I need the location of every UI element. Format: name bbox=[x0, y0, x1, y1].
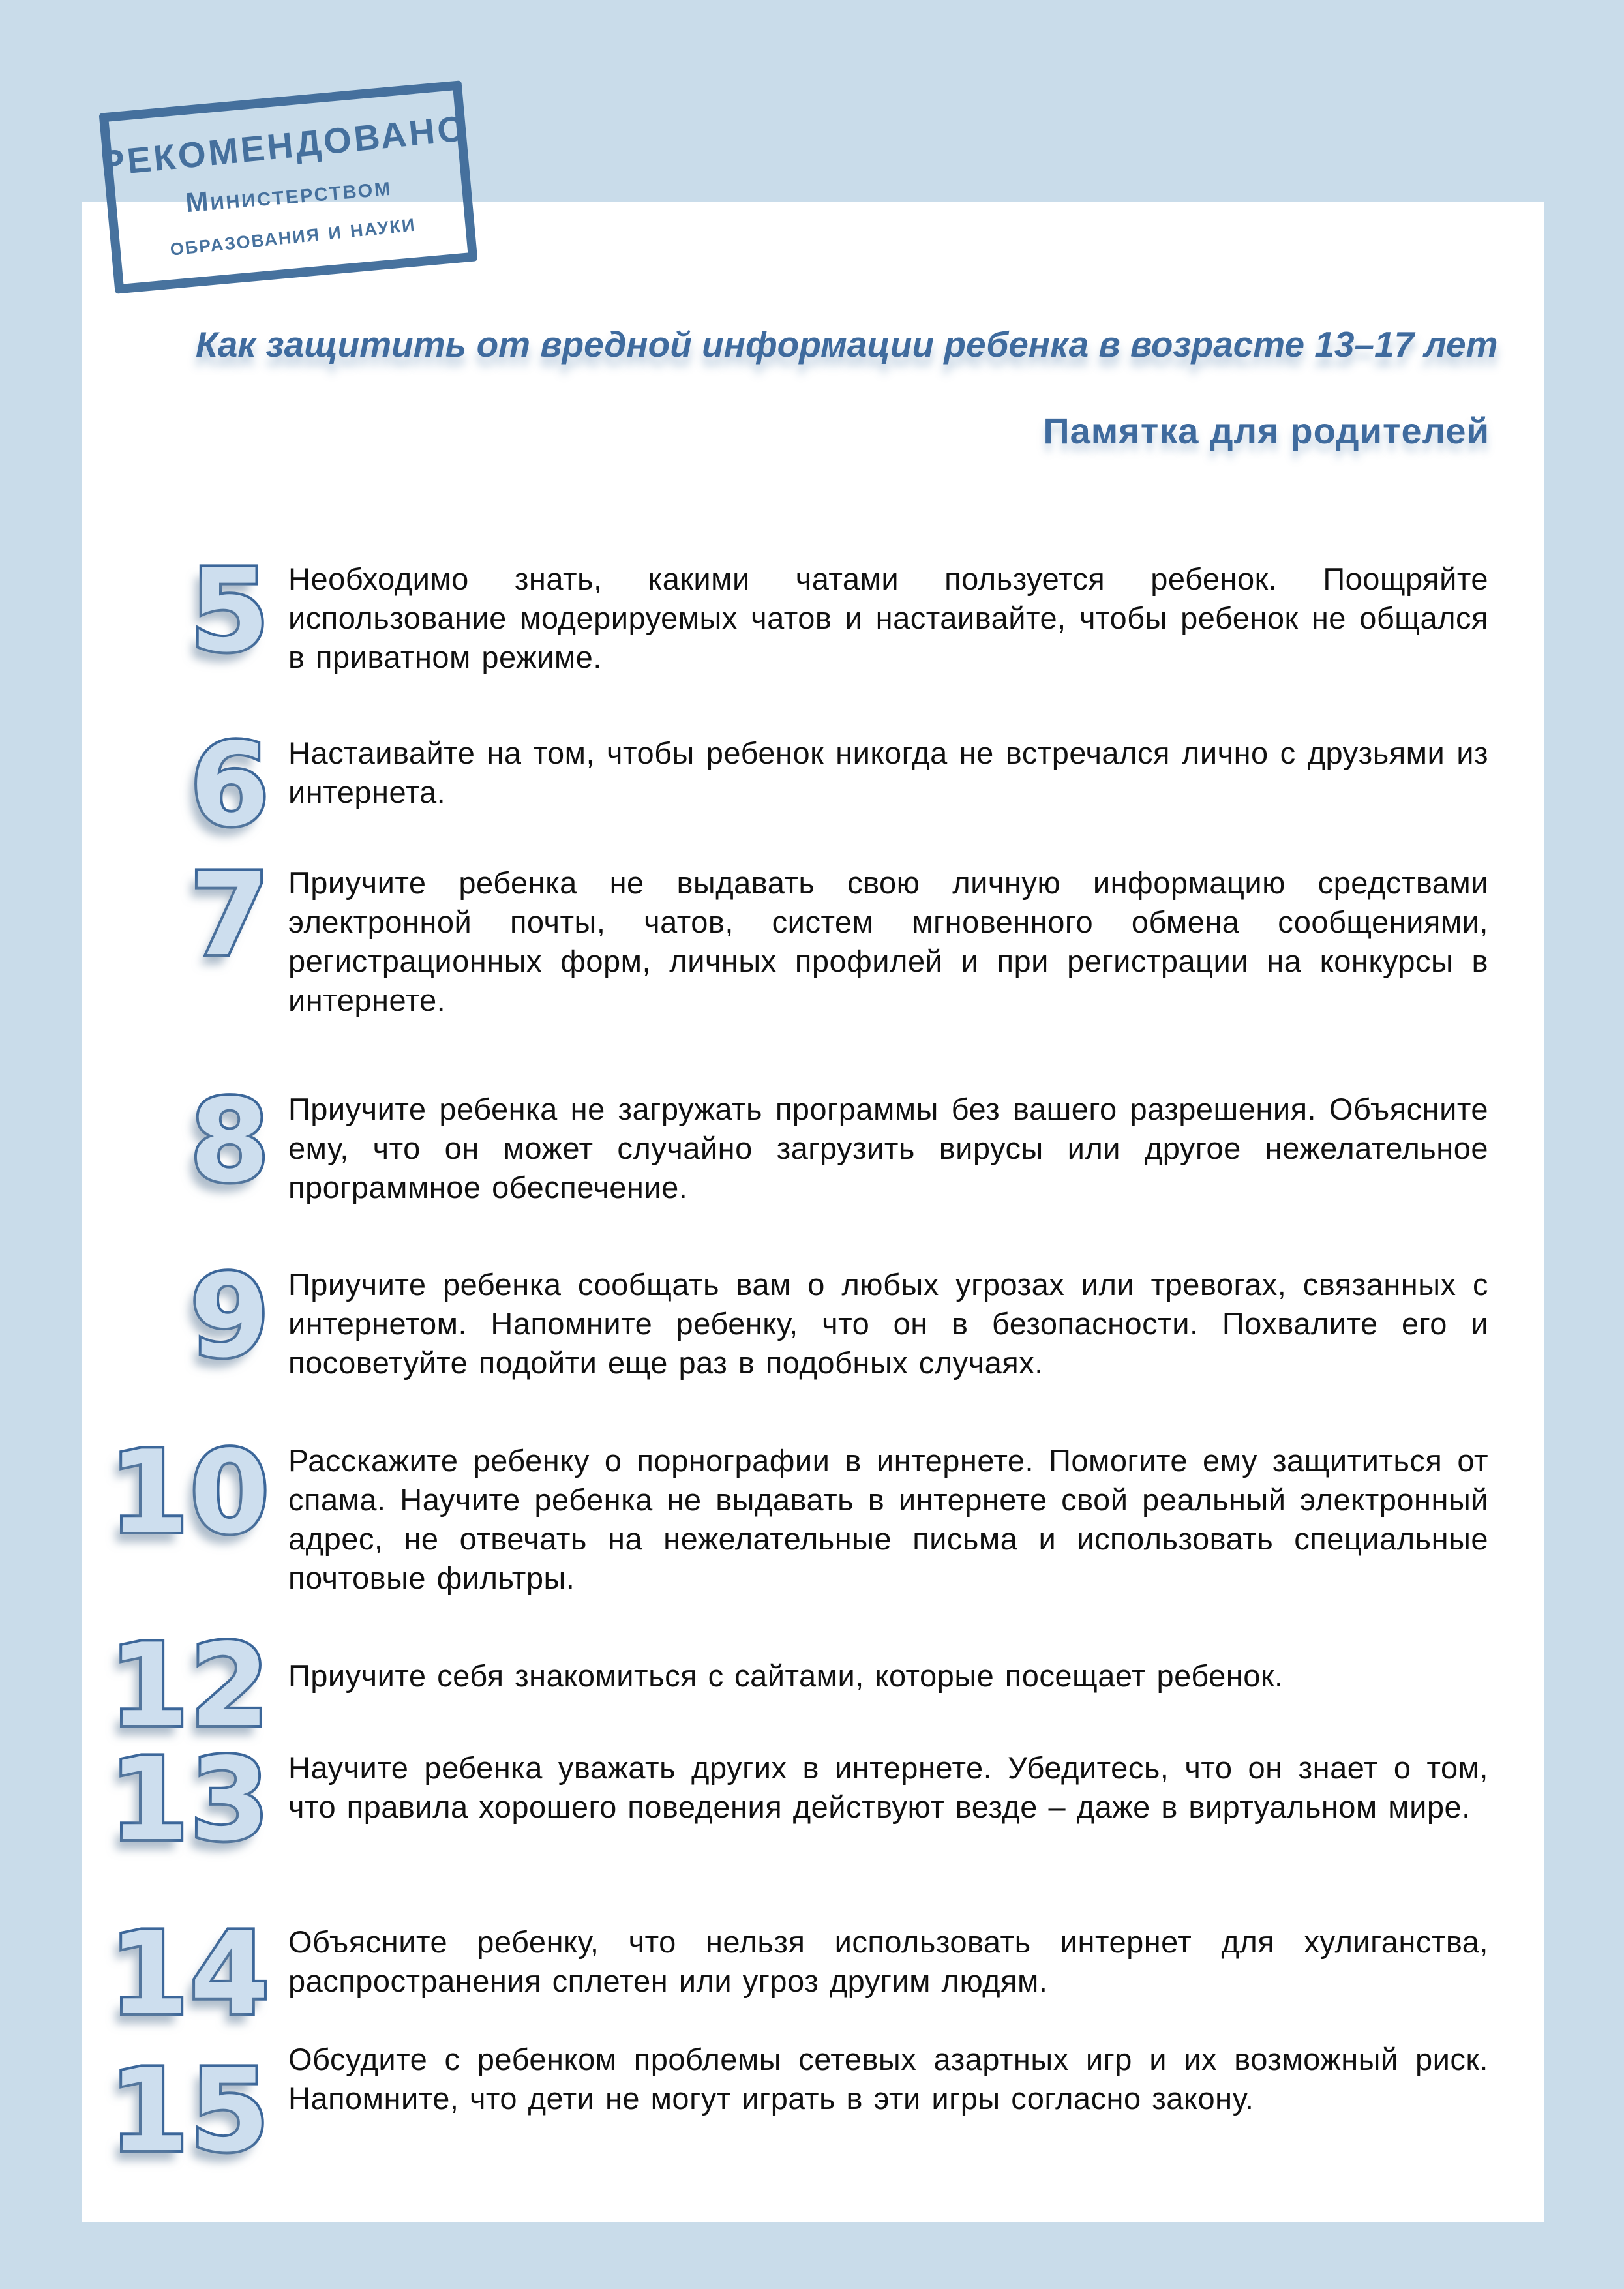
stamp-line-recommended: РЕКОМЕНДОВАНО bbox=[98, 107, 470, 184]
list-item bbox=[104, 1075, 1488, 1208]
item-text: Обсудите с ребенком проблемы сетевых азартных игр и их возможный риск. Напомните, что дети не могут играть в эти игры согласно закону. bbox=[288, 2042, 1488, 2116]
item-text: Приучите ребенка не выдавать свою личную информацию средствами электронной почты, чатов, систем мгновенного обмена сообщениями, регистрационных форм, личных профилей и при регистрации на конкурсы в интернете. bbox=[288, 865, 1488, 1017]
item-text: Необходимо знать, какими чатами пользуется ребенок. Поощряйте использование модерируемых чатов и настаивайте, чтобы ребенок не общался в приватном режиме. bbox=[288, 561, 1488, 674]
item-number: 9 bbox=[190, 1251, 271, 1383]
approval-stamp bbox=[99, 80, 478, 293]
item-number: 6 bbox=[190, 719, 271, 852]
list-item bbox=[104, 545, 1488, 678]
item-text: Приучите ребенка сообщать вам о любых угрозах или тревогах, связанных с интернетом. Напомните ребенку, что он в безопасности. Похвалите его и посоветуйте подойти еще раз в подобных случаях. bbox=[288, 1267, 1488, 1380]
list-item bbox=[104, 849, 1488, 1020]
item-text: Настаивайте на том, чтобы ребенок никогда не встречался лично с друзьями из интернета. bbox=[288, 736, 1488, 809]
page-subtitle: Памятка для родителей bbox=[1043, 410, 1490, 451]
list-item bbox=[104, 1251, 1488, 1383]
item-number: 15 bbox=[109, 2045, 271, 2177]
item-text: Научите ребенка уважать других в интернете. Убедитесь, что он знает о том, что правила хорошего поведения действуют везде – даже в виртуальном мире. bbox=[288, 1750, 1488, 1824]
stamp-line-ministry: Министерством bbox=[184, 170, 394, 218]
item-text: Объясните ребенку, что нельзя использовать интернет для хулиганства, распространения сплетен или угроз другим людям. bbox=[288, 1924, 1488, 1998]
item-number: 8 bbox=[190, 1075, 271, 1208]
content-card bbox=[82, 202, 1544, 2222]
list-item bbox=[104, 2040, 1488, 2177]
item-number: 14 bbox=[109, 1908, 271, 2041]
item-number: 7 bbox=[190, 849, 271, 981]
item-text: Расскажите ребенку о порнографии в интернете. Помогите ему защититься от спама. Научите ребенка не выдавать в интернете свой реальный электронный адрес, не отвечать на нежелательные письма и использовать специальные почтовые фильтры. bbox=[288, 1443, 1488, 1595]
stamp-line-education-science: образования и науки bbox=[168, 209, 417, 262]
page-title: Как защитить от вредной информации ребенка в возрасте 13–17 лет bbox=[196, 324, 1498, 365]
list-item bbox=[104, 719, 1488, 852]
item-number: 13 bbox=[109, 1734, 271, 1866]
item-number: 10 bbox=[109, 1427, 271, 1559]
item-text: Приучите ребенка не загружать программы без вашего разрешения. Объясните ему, что он может случайно загрузить вирусы или другое нежелательное программное обеспечение. bbox=[288, 1092, 1488, 1204]
item-number: 5 bbox=[190, 545, 271, 678]
list-item bbox=[104, 1427, 1488, 1598]
list-item bbox=[104, 1908, 1488, 2041]
list-item bbox=[104, 1620, 1488, 1752]
item-number: 12 bbox=[109, 1620, 271, 1752]
list-item bbox=[104, 1734, 1488, 1866]
item-text: Приучите себя знакомиться с сайтами, которые посещает ребенок. bbox=[288, 1658, 1284, 1693]
